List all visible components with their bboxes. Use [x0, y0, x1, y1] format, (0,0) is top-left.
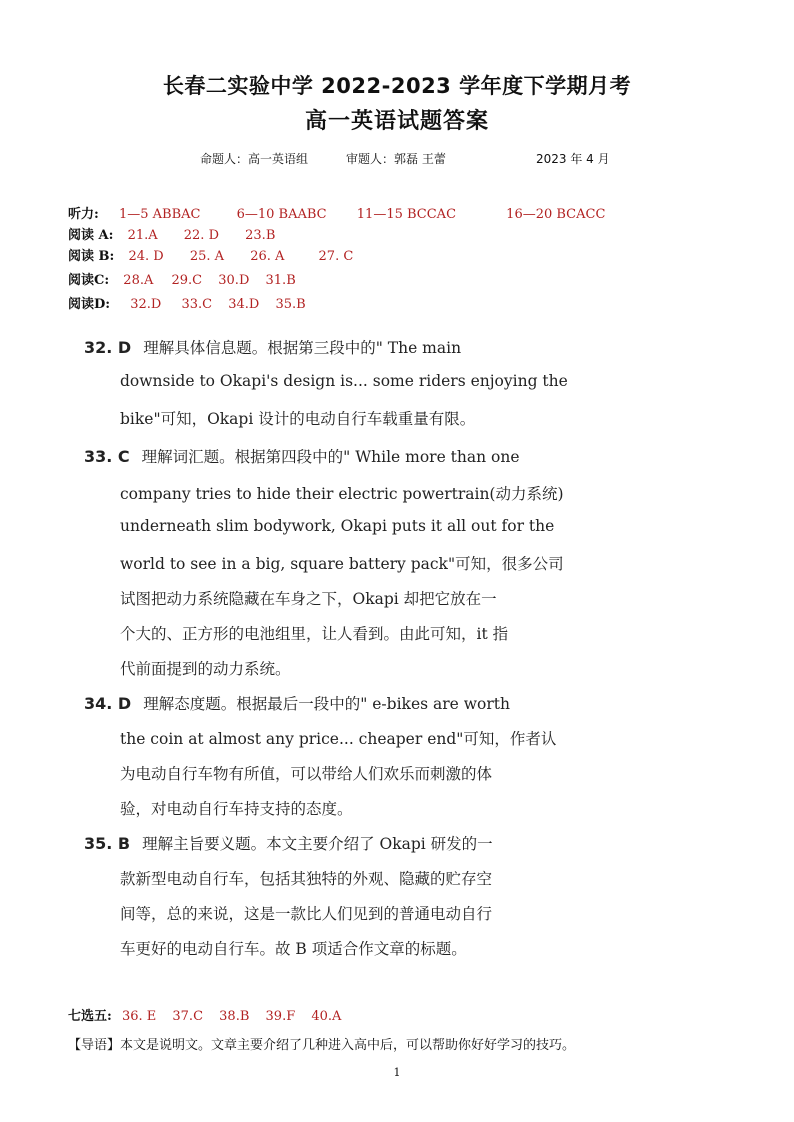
- explanation-text: 理解具体信息题。根据第三段中的" The main: [143, 339, 462, 357]
- answer-item: 32.D: [130, 297, 162, 312]
- reading-b-label: 阅读 B:: [68, 249, 115, 264]
- answer-item: 40.A: [311, 1009, 342, 1024]
- question-number: 35. B: [84, 834, 131, 853]
- reading-d-answers: [68, 293, 306, 312]
- explanation-text: 款新型电动自行车，包括其独特的外观、隐藏的贮存空: [120, 870, 493, 888]
- answer-group: 16—20 BCACC: [506, 207, 606, 222]
- reading-a-label: 阅读 A:: [68, 228, 114, 243]
- explanation-text: 试图把动力系统隐藏在车身之下，Okapi 却把它放在一: [120, 590, 497, 608]
- guide-text: 本文是说明文。文章主要介绍了几种进入高中后，可以帮助你好好学习的技巧。: [120, 1038, 576, 1053]
- answer-item: 26. A: [250, 249, 285, 264]
- explanation-text: world to see in a big, square battery pack"可知，很多公司: [120, 555, 564, 573]
- explanation-34-line: [84, 692, 510, 714]
- explanation-text: 理解态度题。根据最后一段中的" e-bikes are worth: [143, 695, 510, 713]
- answer-item: 35.B: [275, 297, 306, 312]
- explanation-text: the coin at almost any price... cheaper end"可知，作者认: [120, 730, 557, 748]
- reading-a-answers: [68, 224, 275, 243]
- explanation-text: 代前面提到的动力系统。: [120, 660, 291, 678]
- explanation-text: 车更好的电动自行车。故 B 项适合作文章的标题。: [120, 940, 467, 958]
- reading-c-answers: [68, 269, 296, 288]
- seven-choose-five-label: 七选五:: [68, 1009, 112, 1024]
- exam-date: 2023 年 4 月: [536, 152, 610, 166]
- answer-item: 33.C: [181, 297, 213, 312]
- explanation-text: bike"可知，Okapi 设计的电动自行车载重量有限。: [120, 410, 476, 428]
- reading-b-answers: [68, 245, 353, 264]
- guide-note: [68, 1034, 575, 1053]
- exam-title: 长春二实验中学 2022-2023 学年度下学期月考: [162, 74, 632, 98]
- answer-item: 21.A: [127, 228, 158, 243]
- explanation-text: 理解词汇题。根据第四段中的" While more than one: [141, 448, 520, 466]
- exam-subtitle: 高一英语试题答案: [304, 109, 489, 134]
- explanation-text: 理解主旨要义题。本文主要介绍了 Okapi 研发的一: [142, 835, 493, 853]
- answer-item: 25. A: [189, 249, 225, 264]
- reading-d-label: 阅读D:: [68, 297, 111, 312]
- page-number: 1: [393, 1066, 401, 1079]
- seven-choose-five-answers: [68, 1005, 341, 1024]
- answer-item: 38.B: [219, 1009, 250, 1024]
- explanation-text: 验，对电动自行车持支持的态度。: [120, 800, 353, 818]
- answer-item: 22. D: [183, 228, 219, 243]
- answer-item: 28.A: [123, 273, 154, 288]
- question-number: 33. C: [84, 447, 130, 466]
- explanation-text: company tries to hide their electric powertrain(动力系统): [120, 485, 564, 503]
- answer-item: 36. E: [121, 1009, 157, 1024]
- listening-label: 听力:: [68, 207, 99, 222]
- explanation-text: 为电动自行车物有所值，可以带给人们欢乐而刺激的体: [120, 765, 493, 783]
- answer-group: 6—10 BAABC: [236, 207, 327, 222]
- answer-group: 1—5 ABBAC: [118, 207, 201, 222]
- explanation-32-line: [84, 336, 461, 358]
- explanations-block: [84, 330, 568, 970]
- explanation-text: underneath slim bodywork, Okapi puts it all out for the: [120, 517, 555, 535]
- answer-group: 11—15 BCCAC: [356, 207, 457, 222]
- reading-c-label: 阅读C:: [68, 273, 110, 288]
- answer-item: 24. D: [128, 249, 164, 264]
- question-number: 32. D: [84, 338, 132, 357]
- explanation-text: 个大的、正方形的电池组里，让人看到。由此可知，it 指: [120, 625, 509, 643]
- answer-item: 29.C: [171, 273, 203, 288]
- answer-item: 30.D: [218, 273, 250, 288]
- answer-item: 37.C: [172, 1009, 204, 1024]
- answer-item: 23.B: [245, 228, 276, 243]
- listening-answers: [68, 203, 605, 222]
- setter-label: 命题人：高一英语组: [200, 152, 309, 166]
- explanation-35-line: [84, 832, 493, 854]
- answer-item: 39.F: [265, 1009, 296, 1024]
- question-number: 34. D: [84, 694, 132, 713]
- reviewer-label: 审题人：郭磊 王蕾: [346, 152, 446, 166]
- guide-label: 【导语】: [68, 1038, 121, 1053]
- explanation-text: 间等，总的来说，这是一款比人们见到的普通电动自行: [120, 905, 493, 923]
- answer-item: 31.B: [265, 273, 296, 288]
- answer-item: 27. C: [318, 249, 354, 264]
- explanation-33-line: [84, 445, 520, 467]
- answer-item: 34.D: [228, 297, 260, 312]
- explanation-text: downside to Okapi's design is... some riders enjoying the: [120, 372, 568, 390]
